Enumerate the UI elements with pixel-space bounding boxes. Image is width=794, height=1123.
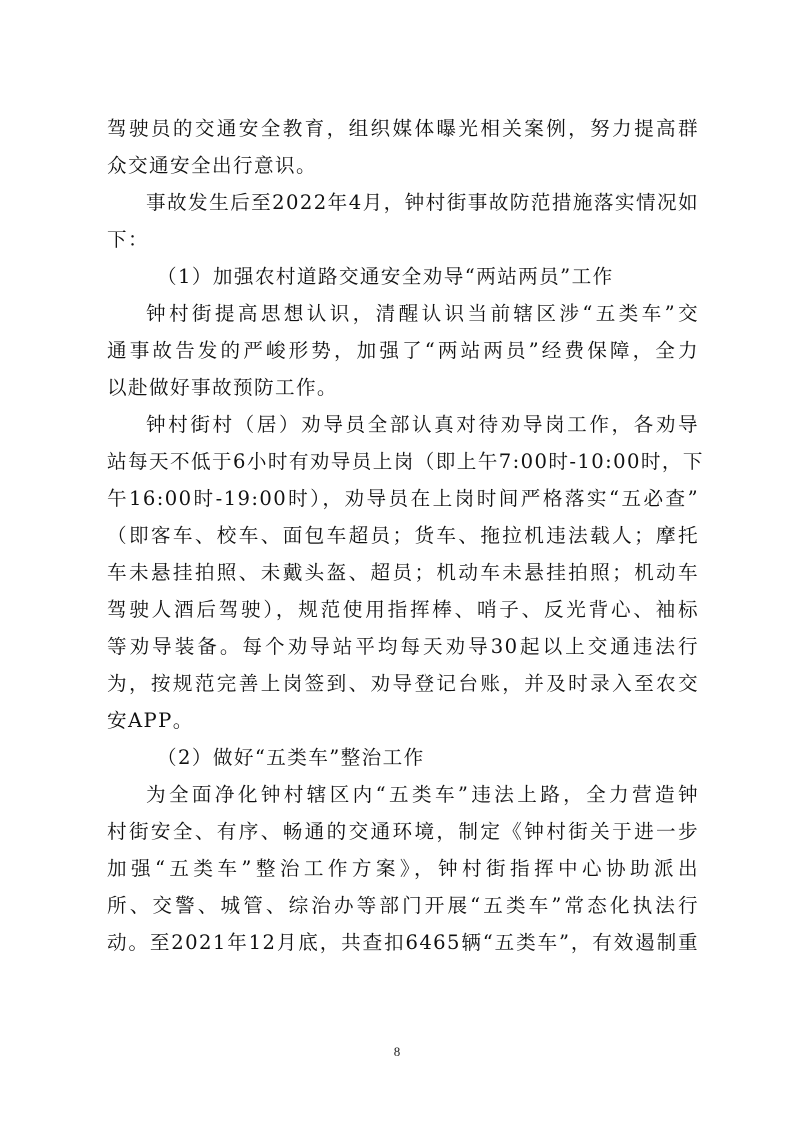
text-line: 通事故告发的严峻形势，加强了“两站两员”经费保障，全力 [107, 339, 699, 362]
text-line: 所、交警、城管、综治办等部门开展“五类车”常态化执法行 [107, 894, 699, 917]
text-line: 为，按规范完善上岗签到、劝导登记台账，并及时录入至农交 [107, 672, 699, 695]
text-line: 安APP。 [107, 709, 194, 732]
section-heading-2: （2）做好“五类车”整治工作 [157, 746, 425, 769]
text-line: 以赴做好事故预防工作。 [107, 376, 338, 399]
text-line: 下： [107, 228, 149, 251]
text-line: 众交通安全出行意识。 [107, 154, 317, 177]
text-line: 村街安全、有序、畅通的交通环境，制定《钟村街关于进一步 [107, 820, 699, 843]
page-number: 8 [393, 1044, 401, 1059]
paragraph-start-line: 事故发生后至2022年4月，钟村街事故防范措施落实情况如 [146, 191, 699, 214]
paragraph-start-line: 钟村街村（居）劝导员全部认真对待劝导岗工作，各劝导 [146, 413, 699, 436]
body-text [107, 110, 704, 961]
text-line: （即客车、校车、面包车超员；货车、拖拉机违法载人；摩托 [107, 524, 699, 547]
section-heading-1: （1）加强农村道路交通安全劝导“两站两员”工作 [157, 265, 614, 288]
text-line: 加强“五类车”整治工作方案》，钟村街指挥中心协助派出 [107, 857, 699, 880]
text-line: 驾驶员的交通安全教育，组织媒体曝光相关案例，努力提高群 [107, 117, 699, 140]
paragraph-start-line: 钟村街提高思想认识，清醒认识当前辖区涉“五类车”交 [146, 302, 699, 325]
text-line: 车未悬挂拍照、未戴头盔、超员；机动车未悬挂拍照；机动车 [107, 561, 699, 584]
text-line: 驾驶人酒后驾驶），规范使用指挥棒、哨子、反光背心、袖标 [107, 598, 699, 621]
text-line: 站每天不低于6小时有劝导员上岗（即上午7:00时-10:00时，下 [107, 450, 704, 473]
text-line: 动。至2021年12月底，共查扣6465辆“五类车”，有效遏制重 [107, 931, 699, 954]
paragraph-start-line: 为全面净化钟村辖区内“五类车”违法上路，全力营造钟 [146, 783, 699, 806]
text-line: 午16:00时-19:00时），劝导员在上岗时间严格落实“五必查” [107, 487, 699, 510]
text-line: 等劝导装备。每个劝导站平均每天劝导30起以上交通违法行 [107, 635, 699, 658]
